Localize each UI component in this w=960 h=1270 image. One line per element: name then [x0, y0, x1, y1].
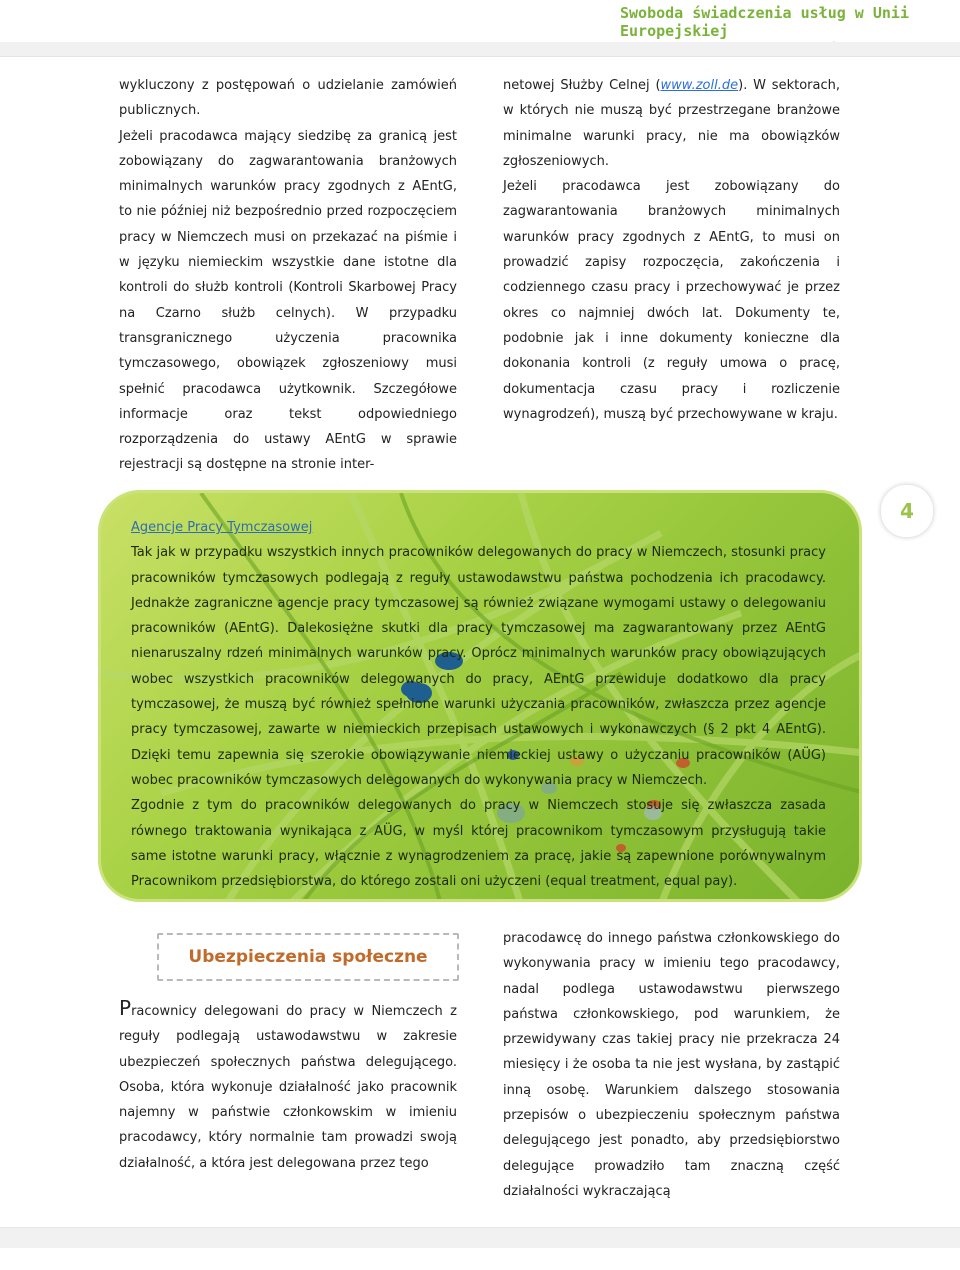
paragraph: Jeżeli pracodawca mający siedzibę za granicą jest zobowiązany do zagwarantowania branżowych minimalnych warunków pracy zgodnych z AEntG, to nie później niż bezpośrednio przed rozpoczęciem pracy w Niemczech musi on przekazać na piśmie i w języku niemieckim wszystkie dane istotne dla kontroli do służb kontroli (Kontroli Skarbowej Pracy na Czarno służb celnych). W przypadku transgranicznego użyczenia pracownika tymczasowego, obowiązek zgłoszeniowy musi spełnić pracodawca użytkownik. Szczegółowe informacje oraz tekst odpowiedniego rozporządzenia do ustawy AEntG w sprawie rejestracji są dostępne na stronie inter- — [119, 128, 457, 473]
paragraph: pracodawcę do innego państwa członkowskiego do wykonywania pracy w imieniu tego pracodawcy, nadal podlega ustawodawstwu pierwszego państwa członkowskiego, pod warunkiem, że przewidywany czas takiej pracy nie przekracza 24 miesięcy i że osoba ta nie jest wysłana, by zastąpić inną osobę. Warunkiem dalszego stosowania przepisów o ubezpieczeniu społecznym państwa delegującego jest ponadto, aby przedsiębiorstwo delegujące prowadziło tam znaczną część działalności wykraczającą — [503, 931, 840, 1199]
agency-info-box — [98, 490, 862, 902]
paragraph: wykluczony z postępowań o udzielanie zamówień publicznych. — [119, 78, 457, 119]
drop-initial: P — [119, 996, 132, 1020]
text-span: ). W sektorach, w których nie muszą być przestrzegane branżowe minimalne warunki pracy, nie ma obowiązków zgłoszeniowych. — [503, 78, 840, 169]
paragraph: Tak jak w przypadku wszystkich innych pracowników delegowanych do pracy w Niemczech, stosunki pracy pracowników tymczasowych podlegają z reguły ustawodawstwu państwa pochodzenia ich pracodawcy. Jednakże zagraniczne agencje pracy tymczasowej są również związane wymogami ustawy o delegowaniu pracowników (AEntG). Dalekosiężne skutki dla pracy tymczasowej ma zagwarantowany przez AEntG nienaruszalny rdzeń minimalnych warunków pracy. Oprócz minimalnych warunków pracy obowiązujących wobec wszystkich pracowników delegowanych do pracy, AEntG przewiduje dodatkowo dla pracy tymczasowej, że muszą być również spełnione warunki użyczania pracowników, zwłaszcza przez agencje pracy tymczasowej, zawarte w niemieckich przepisach ustawowych i wykonawczych (§ 2 pkt 4 AEntG). Dzięki temu zapewnia się szerokie obowiązywanie niemieckiej ustawy o użyczaniu pracowników (AÜG) wobec pracowników tymczasowych delegowanych do wykonywania pracy w Niemczech. — [131, 545, 826, 788]
paragraph: Jeżeli pracodawca jest zobowiązany do zagwarantowania branżowych minimalnych warunków pracy zgodnych z AEntG, to musi on prowadzić zapisy rozpoczęcia, zakończenia i codziennego czasu pracy i przechowywać je przez okres co najmniej dwóch lat. Dokumenty te, podobnie jak i inne dokumenty konieczne dla dokonania kontroli (z reguły umowa o pracę, dokumentacja czasu pracy i rozliczenie wynagrodzeń), muszą być przechowywane w kraju. — [503, 179, 840, 422]
section-heading: Ubezpieczenia społeczne — [188, 947, 428, 967]
header-title: Swoboda świadczenia usług w Unii Europejskiej — [620, 4, 909, 40]
footer-rule — [0, 1227, 960, 1248]
agency-box-text — [131, 515, 826, 894]
paragraph — [119, 996, 457, 1176]
top-left-column — [119, 73, 457, 478]
paragraph — [503, 73, 840, 174]
header-rule — [0, 42, 960, 57]
top-right-column — [503, 73, 840, 427]
social-right-column — [503, 926, 840, 1204]
text-span: racownicy delegowani do pracy w Niemczech z reguły podlegają ustawodawstwu w zakresie ubezpieczeń społecznych państwa delegującego. Osoba, która wykonuje działalność jako pracownik najemny w państwie członkowskim w imieniu pracodawcy, który normalnie tam prowadzi swoją działalność, a która jest delegowana przez tego — [119, 1004, 457, 1171]
text-span: netowej Służby Celnej ( — [503, 78, 661, 93]
paragraph: Zgodnie z tym do pracowników delegowanych do pracy w Niemczech stosuje się zwłaszcza zasada równego traktowania wynikająca z AÜG, w myśl której pracownikom tymczasowym przysługują takie same istotne warunki pracy, włącznie z wynagrodzeniem za pracę, jakie są zapewnione porównywalnym Pracownikom przedsiębiorstwa, do którego zostali oni użyczeni (equal treatment, equal pay). — [131, 798, 826, 890]
agency-box-title: Agencje Pracy Tymczasowej — [131, 520, 313, 535]
section-heading-box — [157, 933, 459, 981]
zoll-link[interactable]: www.zoll.de — [660, 78, 739, 93]
social-left-column — [119, 996, 457, 1176]
page-number: 4 — [880, 484, 934, 538]
